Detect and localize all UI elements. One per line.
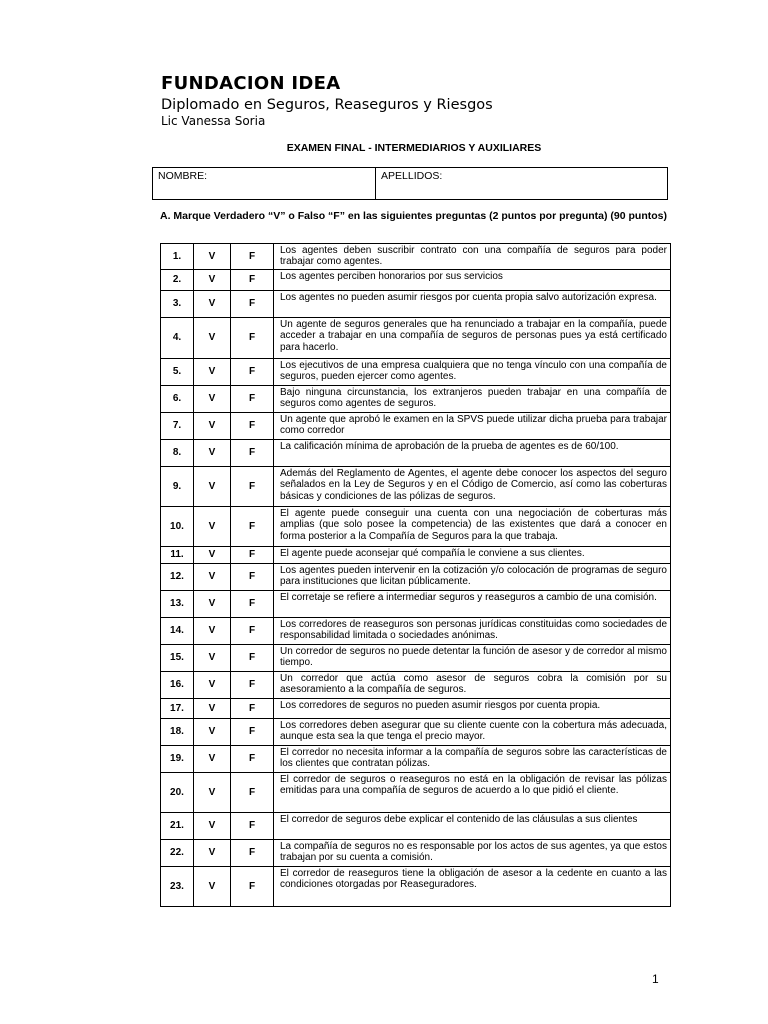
question-text: Los ejecutivos de una empresa cualquiera que no tenga vínculo con una compañía de seguros, pueden ejercer como agentes. xyxy=(274,359,671,386)
false-option[interactable]: F xyxy=(231,699,274,719)
question-row xyxy=(161,591,671,618)
false-option[interactable]: F xyxy=(231,746,274,773)
question-row xyxy=(161,413,671,440)
question-number: 3. xyxy=(161,291,194,318)
question-number: 23. xyxy=(161,867,194,907)
false-option[interactable]: F xyxy=(231,719,274,746)
nombre-label: NOMBRE: xyxy=(158,170,208,182)
question-row xyxy=(161,699,671,719)
question-row xyxy=(161,840,671,867)
false-option[interactable]: F xyxy=(231,672,274,699)
false-option[interactable]: F xyxy=(231,773,274,813)
true-option[interactable]: V xyxy=(194,645,231,672)
question-text: La compañía de seguros no es responsable por los actos de sus agentes, ya que estos trabajan por su cuenta a comisión. xyxy=(274,840,671,867)
false-option[interactable]: F xyxy=(231,386,274,413)
true-option[interactable]: V xyxy=(194,244,231,270)
question-text: Los agentes no pueden asumir riesgos por cuenta propia salvo autorización expresa. xyxy=(274,291,671,318)
question-number: 16. xyxy=(161,672,194,699)
true-option[interactable]: V xyxy=(194,291,231,318)
question-number: 17. xyxy=(161,699,194,719)
question-row xyxy=(161,318,671,359)
question-text: Los corredores de reaseguros son personas jurídicas constituidas como sociedades de responsabilidad limitada o sociedades anónimas. xyxy=(274,618,671,645)
true-option[interactable]: V xyxy=(194,699,231,719)
question-row xyxy=(161,547,671,564)
question-number: 20. xyxy=(161,773,194,813)
question-text: El corretaje se refiere a intermediar seguros y reaseguros a cambio de una comisión. xyxy=(274,591,671,618)
question-text: Un agente de seguros generales que ha renunciado a trabajar en la compañía, puede acceder a trabajar en una compañía de seguros de personas pues ya está certificado para hacerlo. xyxy=(274,318,671,359)
false-option[interactable]: F xyxy=(231,291,274,318)
false-option[interactable]: F xyxy=(231,413,274,440)
question-row xyxy=(161,359,671,386)
true-option[interactable]: V xyxy=(194,591,231,618)
true-option[interactable]: V xyxy=(194,547,231,564)
question-text: La calificación mínima de aprobación de la prueba de agentes es de 60/100. xyxy=(274,440,671,467)
question-text: El agente puede conseguir una cuenta con una negociación de coberturas más amplias (que solo posee la competencia) de las existentes que dará a conocer en forma posterior a la Compañía de Seguros para la que trabaja. xyxy=(274,507,671,547)
true-option[interactable]: V xyxy=(194,413,231,440)
question-text: El corredor no necesita informar a la compañía de seguros sobre las características de los clientes que contratan pólizas. xyxy=(274,746,671,773)
section-a-instructions: A. Marque Verdadero “V” o Falso “F” en las siguientes preguntas (2 puntos por pregunta) (90 puntos) xyxy=(160,210,667,222)
false-option[interactable]: F xyxy=(231,507,274,547)
exam-title: EXAMEN FINAL - INTERMEDIARIOS Y AUXILIARES xyxy=(286,142,542,154)
true-option[interactable]: V xyxy=(194,773,231,813)
false-option[interactable]: F xyxy=(231,645,274,672)
question-text: Un corredor de seguros no puede detentar la función de asesor y de corredor al mismo tiempo. xyxy=(274,645,671,672)
question-row xyxy=(161,645,671,672)
question-row xyxy=(161,467,671,507)
true-option[interactable]: V xyxy=(194,507,231,547)
question-row xyxy=(161,773,671,813)
question-row xyxy=(161,672,671,699)
question-number: 11. xyxy=(161,547,194,564)
question-text: Los agentes perciben honorarios por sus servicios xyxy=(274,270,671,291)
question-row xyxy=(161,507,671,547)
question-row xyxy=(161,813,671,840)
question-row xyxy=(161,440,671,467)
question-text: El corredor de seguros debe explicar el contenido de las cláusulas a sus clientes xyxy=(274,813,671,840)
true-option[interactable]: V xyxy=(194,618,231,645)
question-text: Los agentes pueden intervenir en la cotización y/o colocación de programas de seguro para instituciones que licitan públicamente. xyxy=(274,564,671,591)
true-option[interactable]: V xyxy=(194,719,231,746)
false-option[interactable]: F xyxy=(231,618,274,645)
question-row xyxy=(161,746,671,773)
question-text: Los corredores deben asegurar que su cliente cuente con la cobertura más adecuada, aunque esta sea la que tenga el precio mayor. xyxy=(274,719,671,746)
question-number: 9. xyxy=(161,467,194,507)
false-option[interactable]: F xyxy=(231,867,274,907)
page-number: 1 xyxy=(652,972,659,986)
true-option[interactable]: V xyxy=(194,564,231,591)
question-number: 10. xyxy=(161,507,194,547)
question-number: 1. xyxy=(161,244,194,270)
question-number: 22. xyxy=(161,840,194,867)
question-text: Los corredores de seguros no pueden asumir riesgos por cuenta propia. xyxy=(274,699,671,719)
question-text: El corredor de seguros o reaseguros no está en la obligación de revisar las pólizas emitidas para una compañía de seguros de acuerdo a lo que pidió el cliente. xyxy=(274,773,671,813)
true-option[interactable]: V xyxy=(194,467,231,507)
question-text: El agente puede aconsejar qué compañía le conviene a sus clientes. xyxy=(274,547,671,564)
question-text: Los agentes deben suscribir contrato con una compañía de seguros para poder trabajar como agentes. xyxy=(274,244,671,270)
question-number: 19. xyxy=(161,746,194,773)
true-option[interactable]: V xyxy=(194,440,231,467)
question-row xyxy=(161,244,671,270)
question-row xyxy=(161,386,671,413)
questions-table xyxy=(160,243,671,907)
question-row xyxy=(161,618,671,645)
false-option[interactable]: F xyxy=(231,564,274,591)
false-option[interactable]: F xyxy=(231,467,274,507)
question-number: 2. xyxy=(161,270,194,291)
question-number: 12. xyxy=(161,564,194,591)
true-option[interactable]: V xyxy=(194,386,231,413)
question-number: 7. xyxy=(161,413,194,440)
question-number: 18. xyxy=(161,719,194,746)
true-option[interactable]: V xyxy=(194,270,231,291)
question-text: Además del Reglamento de Agentes, el agente debe conocer los aspectos del seguro señalados en la Ley de Seguros y en el Código de Comercio, así como las coberturas básicas y condiciones de las pólizas de seguros. xyxy=(274,467,671,507)
question-text: Bajo ninguna circunstancia, los extranjeros pueden trabajar en una compañía de seguros como agentes de seguros. xyxy=(274,386,671,413)
false-option[interactable]: F xyxy=(231,270,274,291)
question-row xyxy=(161,867,671,907)
false-option[interactable]: F xyxy=(231,840,274,867)
question-number: 14. xyxy=(161,618,194,645)
true-option[interactable]: V xyxy=(194,813,231,840)
instructor-name: Lic Vanessa Soria xyxy=(161,114,266,128)
student-name-table xyxy=(152,167,668,200)
program-title: Diplomado en Seguros, Reaseguros y Riesgos xyxy=(161,97,493,113)
question-number: 6. xyxy=(161,386,194,413)
question-number: 5. xyxy=(161,359,194,386)
question-number: 15. xyxy=(161,645,194,672)
false-option[interactable]: F xyxy=(231,813,274,840)
false-option[interactable]: F xyxy=(231,318,274,359)
question-row xyxy=(161,719,671,746)
question-number: 4. xyxy=(161,318,194,359)
question-row xyxy=(161,291,671,318)
question-text: Un agente que aprobó le examen en la SPVS puede utilizar dicha prueba para trabajar como corredor xyxy=(274,413,671,440)
apellidos-label: APELLIDOS: xyxy=(381,170,443,182)
question-number: 21. xyxy=(161,813,194,840)
question-text: Un corredor que actúa como asesor de seguros cobra la comisión por su asesoramiento a la compañía de seguros. xyxy=(274,672,671,699)
true-option[interactable]: V xyxy=(194,318,231,359)
question-number: 13. xyxy=(161,591,194,618)
true-option[interactable]: V xyxy=(194,746,231,773)
true-option[interactable]: V xyxy=(194,672,231,699)
question-row xyxy=(161,564,671,591)
true-option[interactable]: V xyxy=(194,840,231,867)
question-row xyxy=(161,270,671,291)
apellidos-field[interactable] xyxy=(376,168,668,200)
nombre-field[interactable] xyxy=(153,168,376,200)
false-option[interactable]: F xyxy=(231,244,274,270)
false-option[interactable]: F xyxy=(231,359,274,386)
false-option[interactable]: F xyxy=(231,440,274,467)
question-text: El corredor de reaseguros tiene la obligación de asesor a la cedente en cuanto a las condiciones otorgadas por Reaseguradores. xyxy=(274,867,671,907)
question-number: 8. xyxy=(161,440,194,467)
false-option[interactable]: F xyxy=(231,547,274,564)
true-option[interactable]: V xyxy=(194,867,231,907)
true-option[interactable]: V xyxy=(194,359,231,386)
organization-name: FUNDACION IDEA xyxy=(161,73,341,94)
false-option[interactable]: F xyxy=(231,591,274,618)
